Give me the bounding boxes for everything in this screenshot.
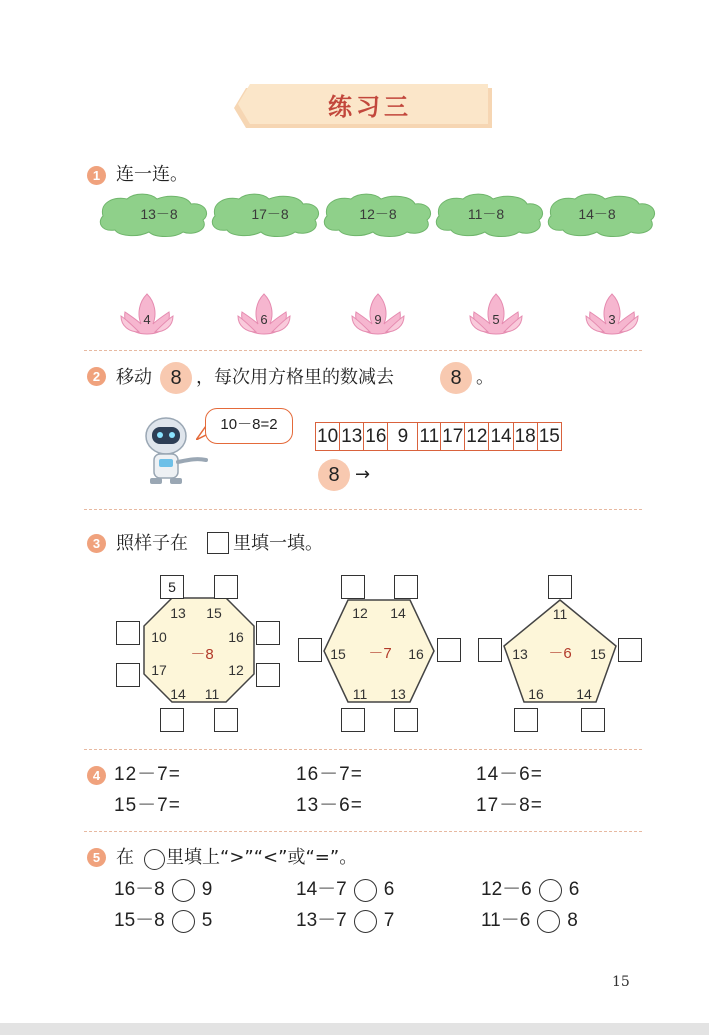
comparison-exercise — [296, 909, 394, 933]
shape-number: 14 — [576, 686, 592, 702]
question-number-badge: 5 — [87, 848, 106, 867]
comparison-exercise — [114, 909, 212, 933]
shape-number: 11 — [552, 606, 568, 622]
grid-cell: 12 — [465, 423, 489, 450]
lily-pad-expression[interactable]: 13－8 — [140, 206, 178, 222]
section-divider — [84, 749, 642, 750]
shape-number: 16 — [528, 686, 544, 702]
shape-number: 15 — [206, 605, 222, 621]
page-number: 15 — [612, 974, 630, 990]
shape-number: 16 — [408, 646, 424, 662]
comparison-answer-circle[interactable] — [354, 879, 377, 902]
question-text: 。 — [476, 367, 494, 388]
answer-box[interactable] — [116, 663, 140, 687]
lotus-number[interactable]: 3 — [608, 312, 616, 327]
answer-box[interactable] — [618, 638, 642, 662]
comparison-left: 15－8 — [114, 910, 165, 931]
shape-number: 15 — [330, 646, 346, 662]
answer-box[interactable] — [214, 708, 238, 732]
answer-box-icon — [207, 532, 229, 554]
lotus-number[interactable]: 5 — [492, 312, 500, 327]
answer-box[interactable] — [394, 575, 418, 599]
shape-operation: －7 — [368, 645, 392, 662]
grid-cell: 14 — [489, 423, 513, 450]
number-grid — [315, 422, 562, 451]
comparison-left: 12－6 — [481, 879, 532, 900]
lotus-number[interactable]: 9 — [374, 312, 382, 327]
subtraction-exercise: 15－7= — [114, 795, 181, 816]
question-number-badge: 2 — [87, 367, 106, 386]
section-divider — [84, 509, 642, 510]
comparison-exercise — [481, 878, 579, 902]
comparison-exercise — [114, 878, 212, 902]
lily-pad-expression[interactable]: 12－8 — [359, 206, 397, 222]
question-text: 连一连。 — [116, 164, 188, 185]
shape-number: 13 — [512, 646, 528, 662]
shape-number: 11 — [352, 686, 368, 702]
lily-pad-expression[interactable]: 11－8 — [467, 206, 505, 222]
lily-pad-expression[interactable]: 17－8 — [251, 206, 289, 222]
number-8-badge: 8 — [160, 362, 192, 394]
answer-box[interactable] — [478, 638, 502, 662]
grid-cell: 15 — [538, 426, 560, 447]
movable-8-token[interactable]: 8 — [318, 459, 350, 491]
grid-cell: 17 — [441, 423, 465, 450]
comparison-right: 9 — [201, 879, 213, 900]
subtraction-exercise: 12－7= — [114, 764, 181, 785]
comparison-left: 14－7 — [296, 879, 347, 900]
lotus-number[interactable]: 6 — [260, 312, 268, 327]
speech-bubble: 10－8=2 — [205, 408, 293, 444]
section-divider — [84, 831, 642, 832]
grid-cell: 13 — [340, 423, 364, 450]
grid-cell: 9 — [388, 423, 418, 450]
question-text: 里填一填。 — [233, 533, 323, 554]
answer-box[interactable] — [160, 708, 184, 732]
shape-operation: －6 — [548, 645, 572, 662]
grid-cell: 16 — [364, 423, 388, 450]
comparison-right: 7 — [383, 910, 395, 931]
question-text: 照样子在 — [116, 533, 188, 554]
question-text: 移动 — [116, 367, 152, 388]
comparison-right: 6 — [383, 879, 395, 900]
footer-bar — [0, 1023, 709, 1035]
shape-number: 15 — [590, 646, 606, 662]
comparison-answer-circle[interactable] — [539, 879, 562, 902]
answer-box[interactable]: 5 — [160, 575, 184, 599]
question-text: ，每次用方格里的数减去 — [196, 367, 394, 388]
lotus-number[interactable]: 4 — [143, 312, 151, 327]
question-number-badge: 1 — [87, 166, 106, 185]
answer-box[interactable] — [256, 663, 280, 687]
shape-number: 11 — [204, 686, 220, 702]
question-number-badge: 4 — [87, 766, 106, 785]
answer-box[interactable] — [116, 621, 140, 645]
shape-number: 16 — [228, 629, 244, 645]
answer-box[interactable] — [394, 708, 418, 732]
shape-number: 13 — [170, 605, 186, 621]
shape-operation: －8 — [190, 646, 214, 663]
comparison-circle-icon — [144, 849, 165, 870]
grid-cell: 18 — [514, 423, 538, 450]
answer-box[interactable] — [256, 621, 280, 645]
answer-box[interactable] — [581, 708, 605, 732]
shape-number: 10 — [151, 629, 167, 645]
question-text: 在 — [116, 847, 134, 868]
comparison-right: 5 — [201, 910, 213, 931]
subtraction-exercise: 13－6= — [296, 795, 363, 816]
shape-number: 14 — [390, 605, 406, 621]
shape-number: 13 — [390, 686, 406, 702]
comparison-exercise — [296, 878, 394, 902]
answer-box[interactable] — [298, 638, 322, 662]
number-8-badge: 8 — [440, 362, 472, 394]
question-number-badge: 3 — [87, 534, 106, 553]
comparison-answer-circle[interactable] — [354, 910, 377, 933]
comparison-answer-circle[interactable] — [537, 910, 560, 933]
subtraction-exercise: 14－6= — [476, 764, 543, 785]
answer-box[interactable] — [341, 708, 365, 732]
grid-cell: 10 — [316, 423, 340, 450]
page-title: 练习三 — [328, 92, 412, 121]
comparison-right: 6 — [568, 879, 580, 900]
answer-box[interactable] — [214, 575, 238, 599]
answer-box[interactable] — [548, 575, 572, 599]
shape-number: 12 — [352, 605, 368, 621]
grid-cell: 11 — [418, 423, 441, 450]
comparison-right: 8 — [567, 910, 578, 931]
comparison-answer-circle[interactable] — [172, 910, 195, 933]
lily-pad-expression[interactable]: 14－8 — [578, 206, 616, 222]
comparison-answer-circle[interactable] — [172, 879, 195, 902]
shape-number: 14 — [170, 686, 186, 702]
comparison-left: 11－6 — [481, 910, 531, 931]
subtraction-exercise: 16－7= — [296, 764, 363, 785]
answer-box[interactable] — [437, 638, 461, 662]
robot-illustration — [140, 414, 212, 486]
shape-number: 17 — [151, 662, 167, 678]
answer-box[interactable] — [341, 575, 365, 599]
comparison-exercise — [481, 909, 578, 933]
arrow-right-icon: → — [355, 464, 371, 485]
section-divider — [84, 350, 642, 351]
subtraction-exercise: 17－8= — [476, 795, 543, 816]
comparison-left: 13－7 — [296, 910, 347, 931]
answer-box[interactable] — [514, 708, 538, 732]
question-text: 里填上“>”“<”或“=”。 — [166, 847, 358, 868]
shape-number: 12 — [228, 662, 244, 678]
comparison-left: 16－8 — [114, 879, 165, 900]
